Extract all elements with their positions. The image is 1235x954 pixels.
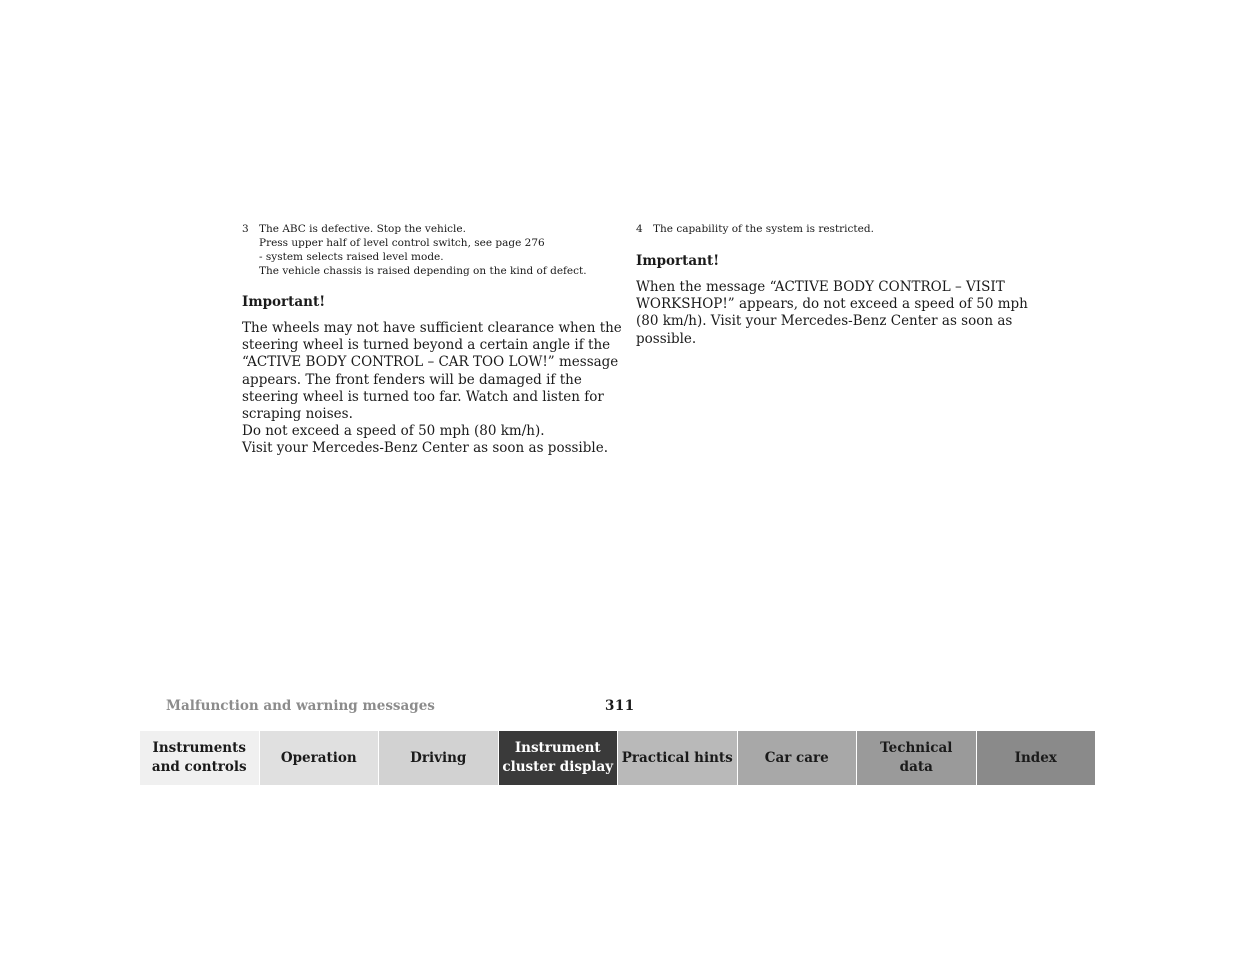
important-heading: Important!	[636, 253, 720, 269]
footnote-line: The vehicle chassis is raised depending on the kind of defect.	[259, 265, 587, 277]
tab-operation[interactable]: Operation	[260, 731, 380, 785]
warning-paragraph	[242, 320, 622, 458]
footnote-number: 3	[242, 223, 249, 235]
paragraph-line: Do not exceed a speed of 50 mph (80 km/h).	[242, 423, 545, 440]
paragraph-line: steering wheel is turned beyond a certain angle if the	[242, 337, 611, 354]
paragraph-line: WORKSHOP!” appears, do not exceed a speed of 50 mph	[636, 296, 1028, 313]
footnote-text	[259, 222, 607, 278]
footnote-line: - system selects raised level mode.	[259, 251, 444, 263]
paragraph-line: “ACTIVE BODY CONTROL – CAR TOO LOW!” message	[242, 354, 619, 371]
right-column	[636, 222, 1028, 348]
footnote-line: The capability of the system is restricted.	[653, 223, 874, 235]
footnote-line: The ABC is defective. Stop the vehicle.	[259, 223, 466, 235]
paragraph-line: appears. The front fenders will be damaged if the	[242, 371, 582, 388]
footnote-4	[636, 222, 1006, 236]
tab-practical-hints[interactable]: Practical hints	[618, 731, 738, 785]
tab-instrument-cluster-display[interactable]: Instrument cluster display	[499, 731, 619, 785]
paragraph-line: Visit your Mercedes-Benz Center as soon as possible.	[242, 440, 608, 457]
tab-driving[interactable]: Driving	[379, 731, 499, 785]
tab-technical-data[interactable]: Technical data	[857, 731, 977, 785]
paragraph-line: steering wheel is turned too far. Watch and listen for	[242, 388, 604, 405]
paragraph-line: scraping noises.	[242, 406, 353, 423]
tab-instruments-and-controls[interactable]: Instruments and controls	[140, 731, 260, 785]
section-title: Malfunction and warning messages	[166, 698, 435, 714]
paragraph-line: The wheels may not have sufficient clearance when the	[242, 320, 622, 336]
chapter-tab-bar	[140, 731, 1095, 785]
footnote-3	[242, 222, 607, 278]
paragraph-line: When the message “ACTIVE BODY CONTROL – VISIT	[636, 279, 1005, 295]
left-column	[242, 222, 622, 458]
page-number: 311	[605, 698, 635, 714]
paragraph-line: (80 km/h). Visit your Mercedes-Benz Center as soon as	[636, 313, 1013, 330]
tab-index[interactable]: Index	[977, 731, 1096, 785]
paragraph-line: possible.	[636, 330, 697, 347]
important-heading: Important!	[242, 294, 326, 310]
tab-car-care[interactable]: Car care	[738, 731, 858, 785]
footnote-number: 4	[636, 223, 643, 235]
footnote-line: Press upper half of level control switch, see page 276	[259, 237, 545, 249]
warning-paragraph	[636, 279, 1028, 348]
footnote-text	[653, 222, 1006, 236]
